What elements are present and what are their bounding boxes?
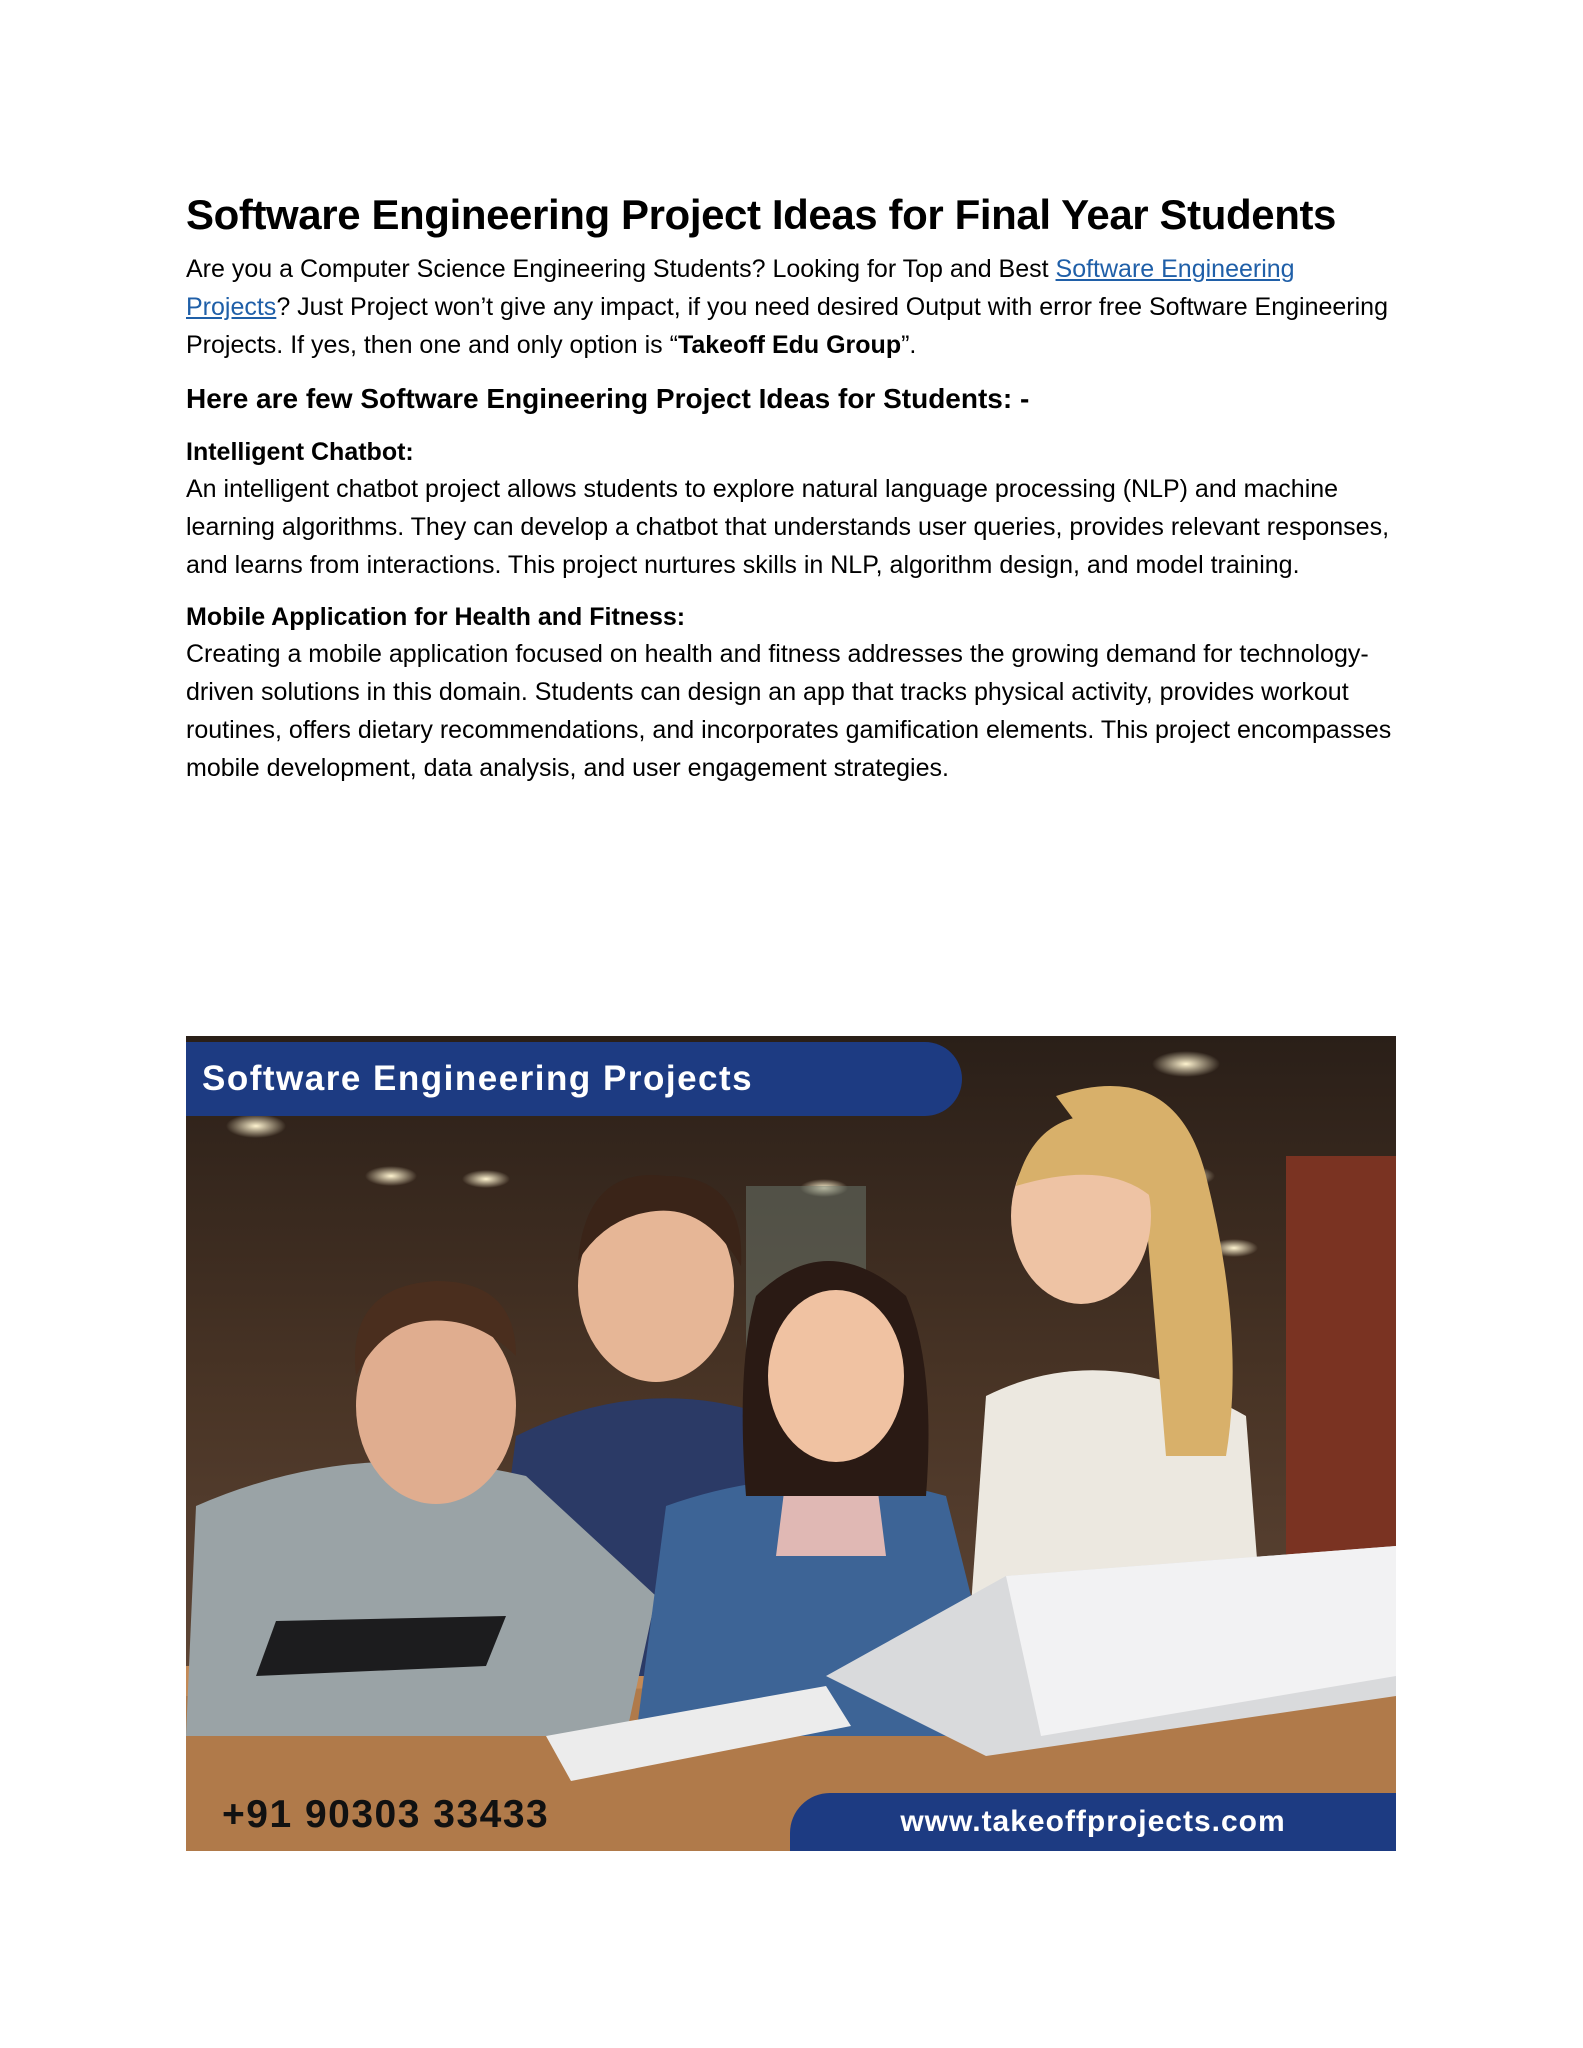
section-heading: Here are few Software Engineering Project Ideas for Students: - (186, 383, 1030, 414)
software-engineering-projects-link[interactable]: Software Engineering Projects (186, 255, 1295, 321)
intro-paragraph (186, 250, 1396, 364)
intro-text-2: ? Just Project won’t give any impact, if you need desired Output with error free Software Engineering Projects. If yes, then one and only option is “ (186, 293, 1388, 359)
document-page (186, 180, 1396, 787)
banner-phone-number: +91 90303 33433 (222, 1793, 550, 1836)
intro-text-3: ”. (901, 331, 917, 359)
project-text-health-fitness: Creating a mobile application focused on health and fitness addresses the growing demand for technology-driven solutions in this domain. Students can design an app that tracks physical activity, provides workout routines, offers dietary recommendations, and incorporates gamification elements. This project encompasses mobile development, data analysis, and user engagement strategies. (186, 640, 1392, 782)
banner-website-url: www.takeoffprojects.com (790, 1793, 1396, 1851)
promo-banner-image (186, 1036, 1396, 1851)
intro-text-1: Are you a Computer Science Engineering Students? Looking for Top and Best (186, 255, 1056, 283)
page-title: Software Engineering Project Ideas for Final Year Students (186, 191, 1336, 238)
banner-title: Software Engineering Projects (186, 1042, 962, 1116)
brand-name: Takeoff Edu Group (677, 331, 902, 359)
project-heading-health-fitness: Mobile Application for Health and Fitness: (186, 603, 686, 631)
students-photo-illustration (186, 1036, 1396, 1851)
project-text-chatbot: An intelligent chatbot project allows students to explore natural language processing (NLP) and machine learning algorithms. They can develop a chatbot that understands user queries, provides relevant responses, and learns from interactions. This project nurtures skills in NLP, algorithm design, and model training. (186, 475, 1390, 579)
project-heading-chatbot: Intelligent Chatbot: (186, 438, 414, 466)
